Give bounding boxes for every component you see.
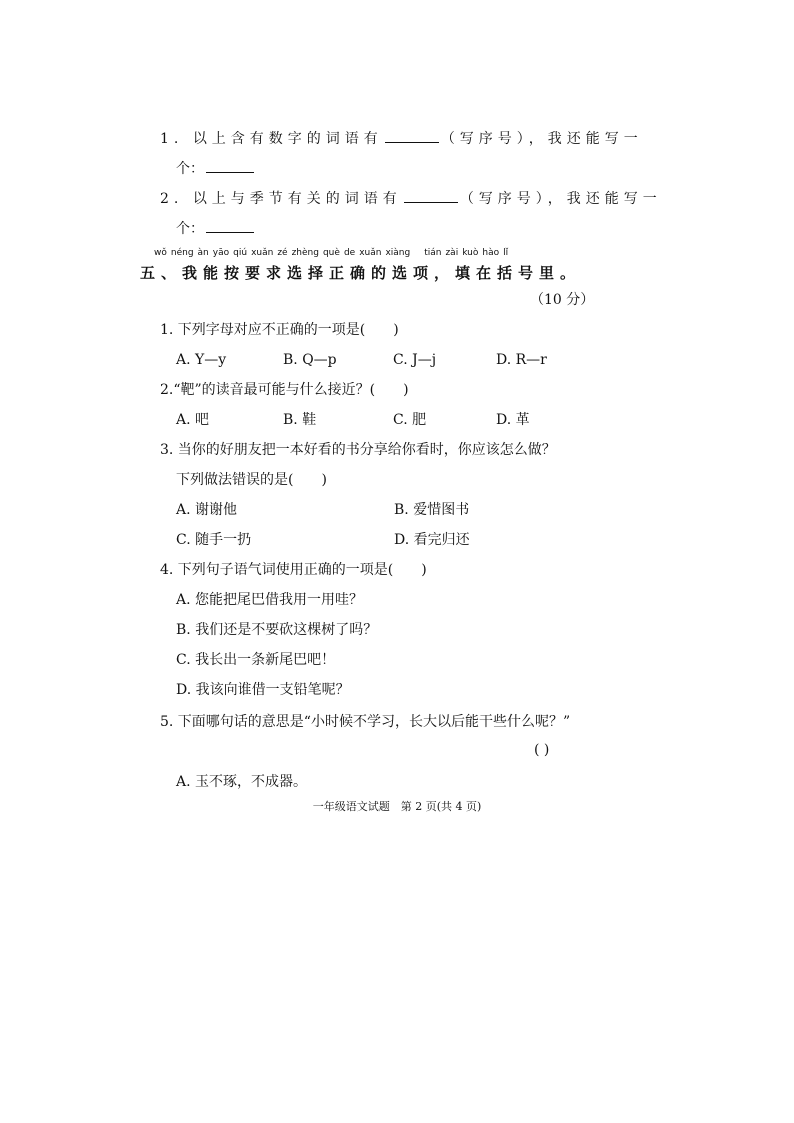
fill-question-2-line2 (176, 218, 256, 239)
answer-blank[interactable] (206, 158, 254, 173)
question-text: 个： (176, 221, 204, 237)
pinyin-syllable: xuǎn (251, 248, 274, 258)
answer-blank[interactable] (206, 218, 254, 233)
pinyin-syllable: zhèng (291, 248, 319, 258)
pinyin-syllable: àn (197, 248, 209, 258)
option-a[interactable]: A. 谢谢他 (176, 502, 238, 518)
option-a[interactable]: A. 吧 (176, 412, 210, 428)
pinyin-syllable: wǒ (154, 248, 167, 258)
mc-question-4 (160, 560, 427, 580)
mc-question-1 (160, 320, 399, 340)
bracket-close: ) (393, 322, 399, 338)
option-d[interactable]: D. 看完归还 (394, 532, 470, 548)
option-a[interactable]: A. 您能把尾巴借我用一用哇？ (176, 592, 364, 608)
option-c[interactable]: C. 肥 (393, 412, 427, 428)
pinyin-syllable: zé (277, 248, 288, 258)
answer-blank[interactable] (385, 128, 439, 143)
question-number: 1. (160, 131, 184, 147)
option-d[interactable]: D. 革 (496, 412, 530, 428)
question-stem: 1. 下列字母对应不正确的一项是( (160, 322, 366, 338)
mc-question-3-line2 (176, 470, 327, 490)
option-b[interactable]: B. 我们还是不要砍这棵树了吗？ (176, 622, 378, 638)
mc-question-2 (160, 380, 409, 400)
mc-question-3 (160, 440, 556, 460)
bracket-close: ) (403, 382, 409, 398)
answer-blank[interactable] (404, 188, 458, 203)
question-text: 以上与季节有关的词语有 (192, 191, 402, 207)
question-text: （写序号），我还能写一 (459, 191, 662, 207)
pinyin-syllable: yāo (212, 248, 230, 258)
pinyin-syllable: xuǎn (359, 248, 382, 258)
pinyin-syllable: de (343, 248, 356, 258)
bracket-close: ) (321, 472, 327, 488)
bracket-close: ) (421, 562, 427, 578)
pinyin-syllable: qiú (233, 248, 248, 258)
option-c[interactable]: C. 我长出一条新尾巴吧！ (176, 652, 336, 668)
fill-question-1-line2 (176, 158, 256, 179)
option-b[interactable]: B. Q—p (283, 352, 337, 368)
option-b[interactable]: B. 鞋 (283, 412, 317, 428)
question-text: 个： (176, 161, 204, 177)
section-score: （10 分） (530, 292, 595, 308)
option-a[interactable]: A. Y—y (176, 352, 227, 368)
option-c[interactable]: C. 随手一扔 (176, 532, 252, 548)
question-stem: 下列做法错误的是( (176, 472, 294, 488)
pinyin-syllable: zài (445, 248, 459, 258)
mc-question-5 (160, 712, 570, 732)
question-stem: 4. 下列句子语气词使用正确的一项是( (160, 562, 394, 578)
option-a[interactable]: A. 玉不琢，不成器。 (176, 774, 308, 790)
question-text: （写序号），我还能写一 (440, 131, 643, 147)
option-d[interactable]: D. R—r (496, 352, 547, 368)
pinyin-syllable: tián (424, 248, 442, 258)
fill-question-2-line1 (160, 188, 662, 209)
option-c[interactable]: C. J—j (393, 352, 437, 368)
option-b[interactable]: B. 爱惜图书 (394, 502, 470, 518)
pinyin-syllable: lǐ (503, 248, 509, 258)
option-d[interactable]: D. 我该向谁借一支铅笔呢？ (176, 682, 350, 698)
answer-bracket[interactable]: ( ) (534, 742, 550, 758)
question-stem: 2.“靶”的读音最可能与什么接近？( (160, 382, 376, 398)
pinyin-syllable: què (322, 248, 340, 258)
question-text: 以上含有数字的词语有 (192, 131, 383, 147)
question-stem: 5. 下面哪句话的意思是“小时候不学习，长大以后能干些什么呢？” (160, 714, 571, 730)
question-stem: 3. 当你的好朋友把一本好看的书分享给你看时，你应该怎么做？ (160, 442, 556, 458)
pinyin-syllable: néng (170, 248, 194, 258)
pinyin-syllable: xiàng (385, 248, 411, 258)
question-number: 2. (160, 191, 184, 207)
section-pinyin (154, 248, 512, 258)
section-title: 五、我能按要求选择正确的选项，填在括号里。 (140, 264, 582, 282)
page-footer: 一年级语文试题 第 2 页(共 4 页) (312, 800, 482, 813)
pinyin-syllable: kuò (462, 248, 479, 258)
fill-question-1-line1 (160, 128, 643, 149)
pinyin-syllable: hào (482, 248, 500, 258)
